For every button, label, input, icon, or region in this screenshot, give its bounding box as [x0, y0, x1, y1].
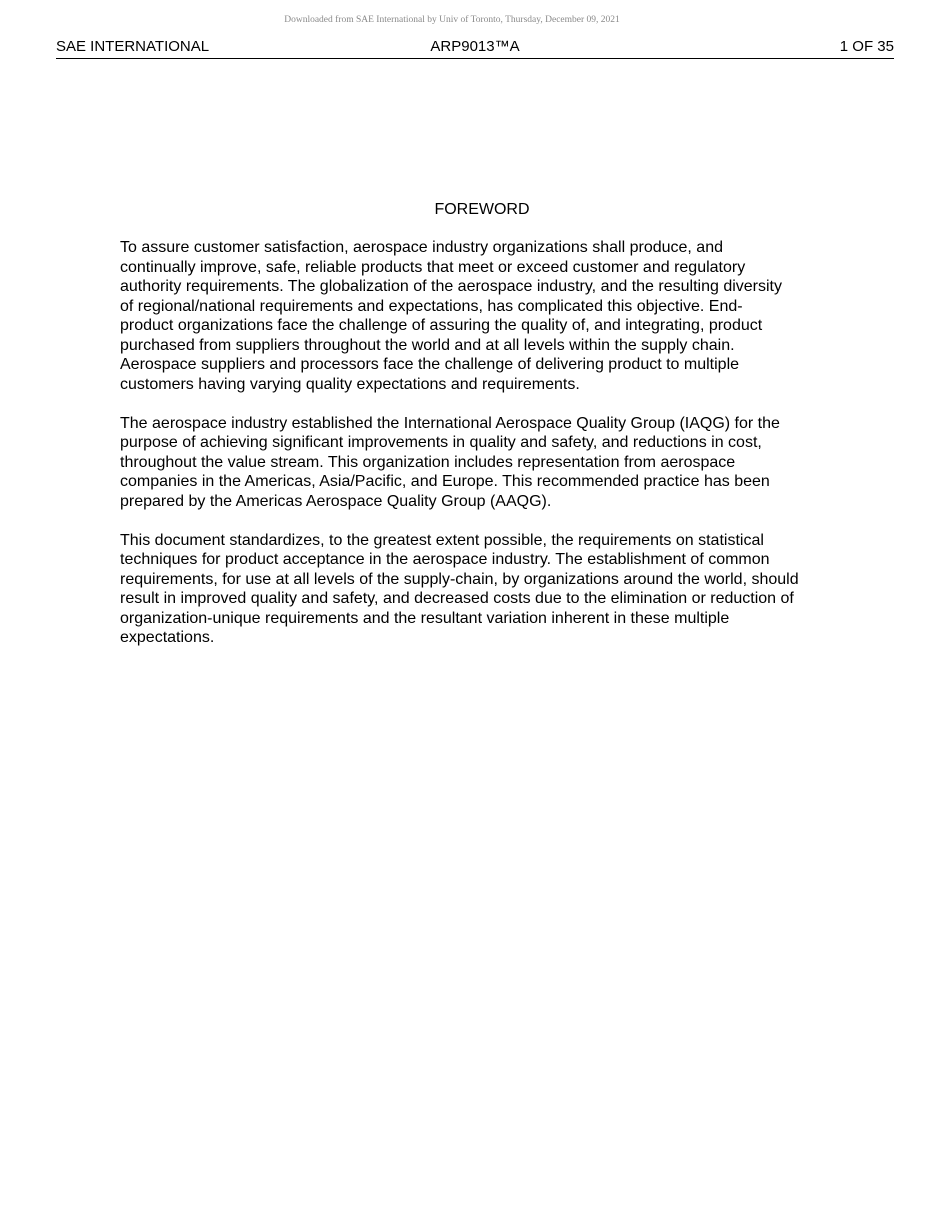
paragraph-line: requirements, for use at all levels of the supply-chain, by organizations around the world, should: [120, 570, 799, 588]
paragraph-line: customers having varying quality expectations and requirements.: [120, 375, 580, 393]
foreword-paragraph-1: [120, 238, 850, 394]
header-document-id: ARP9013™A: [430, 38, 520, 55]
page-header: [56, 38, 894, 59]
paragraph-line: throughout the value stream. This organization includes representation from aerospace: [120, 453, 736, 471]
header-page-indicator: 1 OF 35: [839, 38, 894, 55]
paragraph-line: This document standardizes, to the greatest extent possible, the requirements on statistical: [120, 531, 764, 549]
header-organization: SAE INTERNATIONAL: [56, 38, 210, 55]
paragraph-line: To assure customer satisfaction, aerospace industry organizations shall produce, and: [120, 239, 723, 256]
paragraph-line: purchased from suppliers throughout the world and at all levels within the supply chain.: [120, 336, 735, 354]
paragraph-line: companies in the Americas, Asia/Pacific, and Europe. This recommended practice has been: [120, 473, 770, 490]
paragraph-line: Aerospace suppliers and processors face the challenge of delivering product to multiple: [120, 356, 740, 373]
foreword-paragraph-3: [120, 531, 850, 648]
foreword-paragraph-2: [120, 414, 850, 512]
paragraph-line: expectations.: [120, 629, 215, 646]
download-note: Downloaded from SAE International by Univ of Toronto, Thursday, December 09, 2021: [284, 15, 620, 25]
paragraph-line: continually improve, safe, reliable products that meet or exceed customer and regulatory: [120, 258, 746, 276]
paragraph-line: product organizations face the challenge of assuring the quality of, and integrating, product: [120, 317, 763, 334]
paragraph-line: The aerospace industry established the International Aerospace Quality Group (IAQG) for the: [120, 414, 780, 432]
paragraph-line: of regional/national requirements and expectations, has complicated this objective. End-: [120, 297, 743, 315]
foreword-title: FOREWORD: [434, 201, 530, 218]
foreword-body: [120, 238, 850, 667]
paragraph-line: purpose of achieving significant improvements in quality and safety, and reductions in cost,: [120, 434, 762, 451]
paragraph-line: prepared by the Americas Aerospace Quality Group (AAQG).: [120, 492, 552, 510]
paragraph-line: organization-unique requirements and the resultant variation inherent in these multiple: [120, 609, 730, 627]
paragraph-line: result in improved quality and safety, and decreased costs due to the elimination or reduction of: [120, 590, 794, 607]
paragraph-line: techniques for product acceptance in the aerospace industry. The establishment of common: [120, 551, 770, 568]
paragraph-line: authority requirements. The globalization of the aerospace industry, and the resulting diversity: [120, 278, 782, 295]
